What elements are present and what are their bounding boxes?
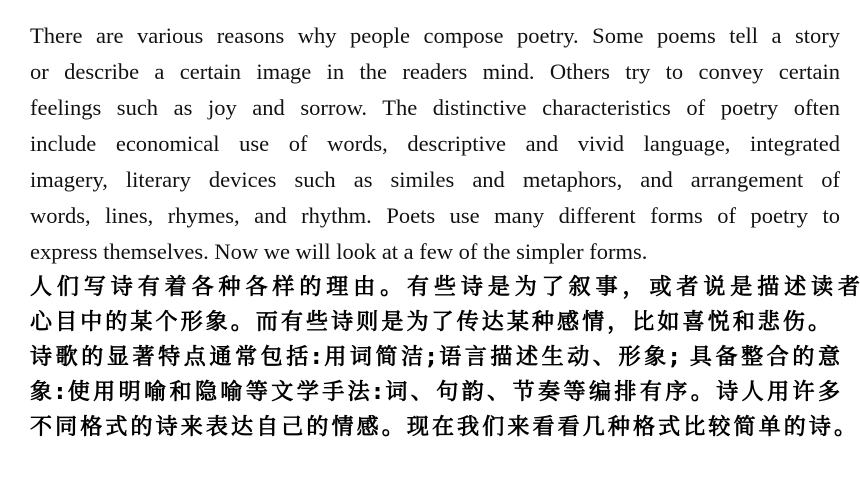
english-line: feelings such as joy and sorrow. The distinctive characteristics of poetry often [30,95,840,120]
chinese-line: 诗歌的显著特点通常包括:用词简洁;语言描述生动、形象; 具备整合的意 [30,345,840,370]
chinese-line: 象:使用明喻和隐喻等文学手法:词、句韵、节奏等编排有序。诗人用许多 [30,380,840,405]
english-line: or describe a certain image in the readers mind. Others try to convey certain [30,59,840,84]
english-line: There are various reasons why people compose poetry. Some poems tell a story [30,23,840,48]
english-line: include economical use of words, descriptive and vivid language, integrated [30,131,840,156]
english-line: words, lines, rhymes, and rhythm. Poets use many different forms of poetry to [30,203,840,228]
chinese-line: 心目中的某个形象。而有些诗则是为了传达某种感情，比如喜悦和悲伤。 [30,310,830,335]
chinese-line: 不同格式的诗来表达自己的情感。现在我们来看看几种格式比较简单的诗。 [30,415,856,440]
english-line: imagery, literary devices such as similes and metaphors, and arrangement of [30,167,840,192]
chinese-line: 人们写诗有着各种各样的理由。有些诗是为了叙事，或者说是描述读者 [30,275,860,300]
english-line: express themselves. Now we will look at a few of the simpler forms. [30,239,648,264]
